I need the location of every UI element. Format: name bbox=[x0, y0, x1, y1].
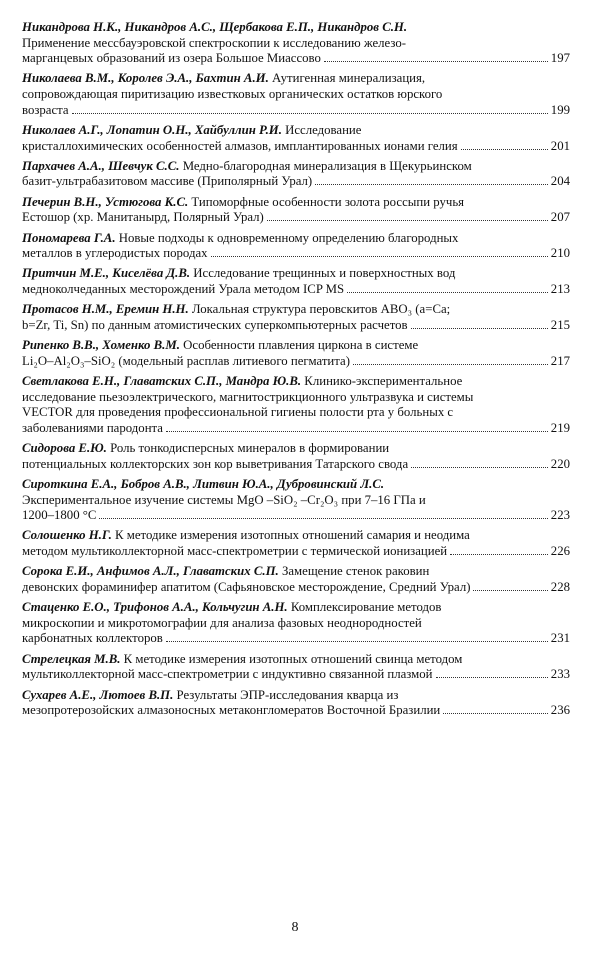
toc-entry-title-line: К методике измерения изотопных отношений свинца методом bbox=[120, 651, 463, 666]
toc-entry-page: 215 bbox=[550, 317, 570, 332]
toc-entry-authors: Никандрова Н.К., Никандров А.С., Щербакова Е.П., Никандров С.Н. bbox=[22, 20, 408, 34]
dot-leader bbox=[347, 292, 548, 293]
toc-entry-title-line: микроскопии и микротомографии для анализа фазовых неоднородностей bbox=[22, 615, 422, 630]
toc-entry-page: 228 bbox=[550, 579, 570, 594]
toc-entry-authors: Сорока Е.И., Анфимов А.Л., Главатских С.П. bbox=[22, 564, 279, 579]
toc-entry bbox=[22, 374, 570, 436]
toc-entry-page: 201 bbox=[550, 138, 570, 153]
toc-entry-page: 231 bbox=[550, 631, 570, 646]
toc-entry-page: 223 bbox=[550, 508, 570, 523]
toc-entry bbox=[22, 564, 570, 595]
toc-entry-title-line: исследование пьезоэлектрического, магнитострикционного ультразвука и системы bbox=[22, 389, 474, 404]
toc-entry-authors: Николаев А.Г., Лопатин О.Н., Хайбуллин Р.И. bbox=[22, 122, 282, 137]
toc-entry-title-line: Результаты ЭПР-исследования кварца из bbox=[173, 687, 399, 702]
toc-entry bbox=[22, 123, 570, 154]
toc-entry-title-line: кристаллохимических особенностей алмазов, имплантированных ионами гелия bbox=[22, 138, 458, 153]
toc-entry-title-line: Экспериментальное изучение системы MgO –SiO₂ –Cr₂O₃ при 7–16 ГПа и bbox=[22, 492, 426, 507]
toc-entry bbox=[22, 477, 570, 524]
toc-entry-title-line: Исследование bbox=[281, 122, 362, 137]
toc-entry-title-line: базит-ультрабазитовом массиве (Приполярный Урал) bbox=[22, 174, 313, 189]
toc-entry-title-line: заболеваниями пародонта bbox=[22, 420, 163, 435]
dot-leader bbox=[461, 149, 548, 150]
toc-entry-authors: Печерин В.Н., Устюгова К.С. bbox=[22, 194, 189, 209]
toc-entry-page: 213 bbox=[550, 282, 570, 297]
toc-entry-title-line: Клинико-экспериментальное bbox=[301, 374, 463, 389]
dot-leader bbox=[411, 328, 548, 329]
toc-entry-authors: Сидорова Е.Ю. bbox=[22, 441, 107, 456]
toc-entry-title-line: марганцевых образований из озера Большое Миассово bbox=[22, 51, 321, 66]
toc-entry-page: 197 bbox=[550, 51, 570, 66]
toc-entry bbox=[22, 71, 570, 118]
toc-entry bbox=[22, 528, 570, 559]
toc-entry-title-line: Естошор (хр. Манитанырд, Полярный Урал) bbox=[22, 210, 264, 225]
dot-leader bbox=[324, 61, 548, 62]
dot-leader bbox=[411, 467, 548, 468]
dot-leader bbox=[72, 113, 548, 114]
toc-entry-page: 220 bbox=[550, 456, 570, 471]
toc-entry bbox=[22, 441, 570, 472]
toc-entry-page: 217 bbox=[550, 353, 570, 368]
toc-entry bbox=[22, 266, 570, 297]
toc-entry-authors: Светлакова Е.Н., Главатских С.П., Мандра Ю.В. bbox=[22, 374, 302, 389]
toc-entry-title-line: Роль тонкодисперсных минералов в формировании bbox=[106, 441, 390, 456]
toc-entry-title-line: потенциальных коллекторских зон кор выветривания Татарского свода bbox=[22, 456, 409, 471]
toc-entry-title-line: мультиколлекторной масс-спектрометрии с индуктивно связанной плазмой bbox=[22, 667, 433, 682]
toc-entry-title-line: металлов в углеродистых породах bbox=[22, 246, 208, 261]
toc-entry bbox=[22, 600, 570, 647]
dot-leader bbox=[99, 518, 547, 519]
toc-entry-page: 226 bbox=[550, 544, 570, 559]
toc-entry-title-line: Медно-благородная минерализация в Щекурьинском bbox=[179, 158, 472, 173]
toc-entry-page: 210 bbox=[550, 246, 570, 261]
toc-entry-authors: Пархачев А.А., Шевчук С.С. bbox=[22, 158, 180, 173]
toc-entry-title-line: 1200–1800 °С bbox=[22, 508, 97, 523]
toc-entry-title-line: Li₂O–Al₂O₃–SiO₂ (модельный расплав литиевого пегматита) bbox=[22, 353, 350, 368]
dot-leader bbox=[267, 220, 548, 221]
table-of-contents bbox=[22, 20, 570, 723]
toc-entry bbox=[22, 159, 570, 190]
toc-entry-authors: Сироткина Е.А., Бобров А.В., Литвин Ю.А., Дубровинский Л.С. bbox=[22, 477, 385, 491]
dot-leader bbox=[450, 554, 548, 555]
toc-entry-authors: Сухарев А.Е., Лютоев В.П. bbox=[22, 687, 174, 702]
toc-entry-title-line: b=Zr, Ti, Sn) по данным атомистических суперкомпьютерных расчетов bbox=[22, 317, 408, 332]
toc-entry-title-line: девонских фораминифер апатитом (Сафьяновское месторождение, Средний Урал) bbox=[22, 579, 471, 594]
dot-leader bbox=[211, 256, 548, 257]
toc-entry-title-line: Локальная структура перовскитов ABO₃ (a=Ca; bbox=[188, 302, 451, 317]
dot-leader bbox=[166, 641, 548, 642]
toc-entry-authors: Стрелецкая М.В. bbox=[22, 651, 121, 666]
toc-entry-page: 204 bbox=[550, 174, 570, 189]
toc-entry-authors: Николаева В.М., Королев Э.А., Бахтин А.И. bbox=[22, 71, 269, 86]
toc-entry-title-line: Комплексирование методов bbox=[287, 600, 442, 615]
toc-entry-title-line: Особенности плавления циркона в системе bbox=[179, 338, 419, 353]
toc-entry-authors: Рипенко В.В., Хоменко В.М. bbox=[22, 338, 180, 353]
dot-leader bbox=[443, 713, 548, 714]
dot-leader bbox=[315, 184, 548, 185]
toc-entry-page: 207 bbox=[550, 210, 570, 225]
toc-entry bbox=[22, 688, 570, 719]
toc-entry-title-line: Применение мессбауэровской спектроскопии к исследованию железо- bbox=[22, 35, 407, 50]
toc-entry-page: 236 bbox=[550, 703, 570, 718]
toc-entry bbox=[22, 195, 570, 226]
toc-entry-title-line: мезопротерозойских алмазоносных метаконгломератов Восточной Бразилии bbox=[22, 703, 441, 718]
toc-entry-title-line: К методике измерения изотопных отношений самария и неодима bbox=[111, 528, 470, 543]
dot-leader bbox=[473, 590, 547, 591]
toc-entry bbox=[22, 652, 570, 683]
toc-entry-authors: Притчин М.Е., Киселёва Д.В. bbox=[22, 266, 191, 281]
toc-entry-authors: Стаценко Е.О., Трифонов А.А., Кольчугин А.Н. bbox=[22, 600, 288, 615]
toc-entry-authors: Пономарева Г.А. bbox=[22, 230, 116, 245]
toc-entry-title-line: карбонатных коллекторов bbox=[22, 631, 163, 646]
toc-entry-title-line: сопровождающая пиритизацию известковых органических остатков юрского bbox=[22, 87, 443, 102]
dot-leader bbox=[166, 431, 548, 432]
toc-entry bbox=[22, 302, 570, 333]
toc-entry-authors: Солошенко Н.Г. bbox=[22, 528, 112, 543]
toc-entry-authors: Протасов Н.М., Еремин Н.Н. bbox=[22, 302, 189, 317]
toc-entry-title-line: возраста bbox=[22, 102, 69, 117]
toc-entry bbox=[22, 231, 570, 262]
toc-entry-title-line: Исследование трещинных и поверхностных вод bbox=[190, 266, 456, 281]
toc-entry-title-line: методом мультиколлекторной масс-спектрометрии с термической ионизацией bbox=[22, 544, 448, 559]
toc-entry-title-line: Замещение стенок раковин bbox=[278, 564, 430, 579]
page-number: 8 bbox=[291, 920, 299, 935]
toc-entry-page: 219 bbox=[550, 420, 570, 435]
dot-leader bbox=[436, 677, 548, 678]
toc-entry-title-line: Новые подходы к одновременному определению благородных bbox=[115, 230, 459, 245]
dot-leader bbox=[353, 364, 548, 365]
toc-entry-title-line: Аутигенная минерализация, bbox=[268, 71, 426, 86]
toc-entry bbox=[22, 20, 570, 67]
toc-entry bbox=[22, 338, 570, 369]
toc-entry-title-line: Типоморфные особенности золота россыпи ручья bbox=[188, 194, 465, 209]
toc-entry-title-line: VECTOR для проведения профессиональной гигиены полости рта у больных с bbox=[22, 405, 454, 420]
toc-entry-page: 199 bbox=[550, 102, 570, 117]
toc-entry-title-line: медноколчеданных месторождений Урала методом ICP MS bbox=[22, 282, 345, 297]
toc-entry-page: 233 bbox=[550, 667, 570, 682]
